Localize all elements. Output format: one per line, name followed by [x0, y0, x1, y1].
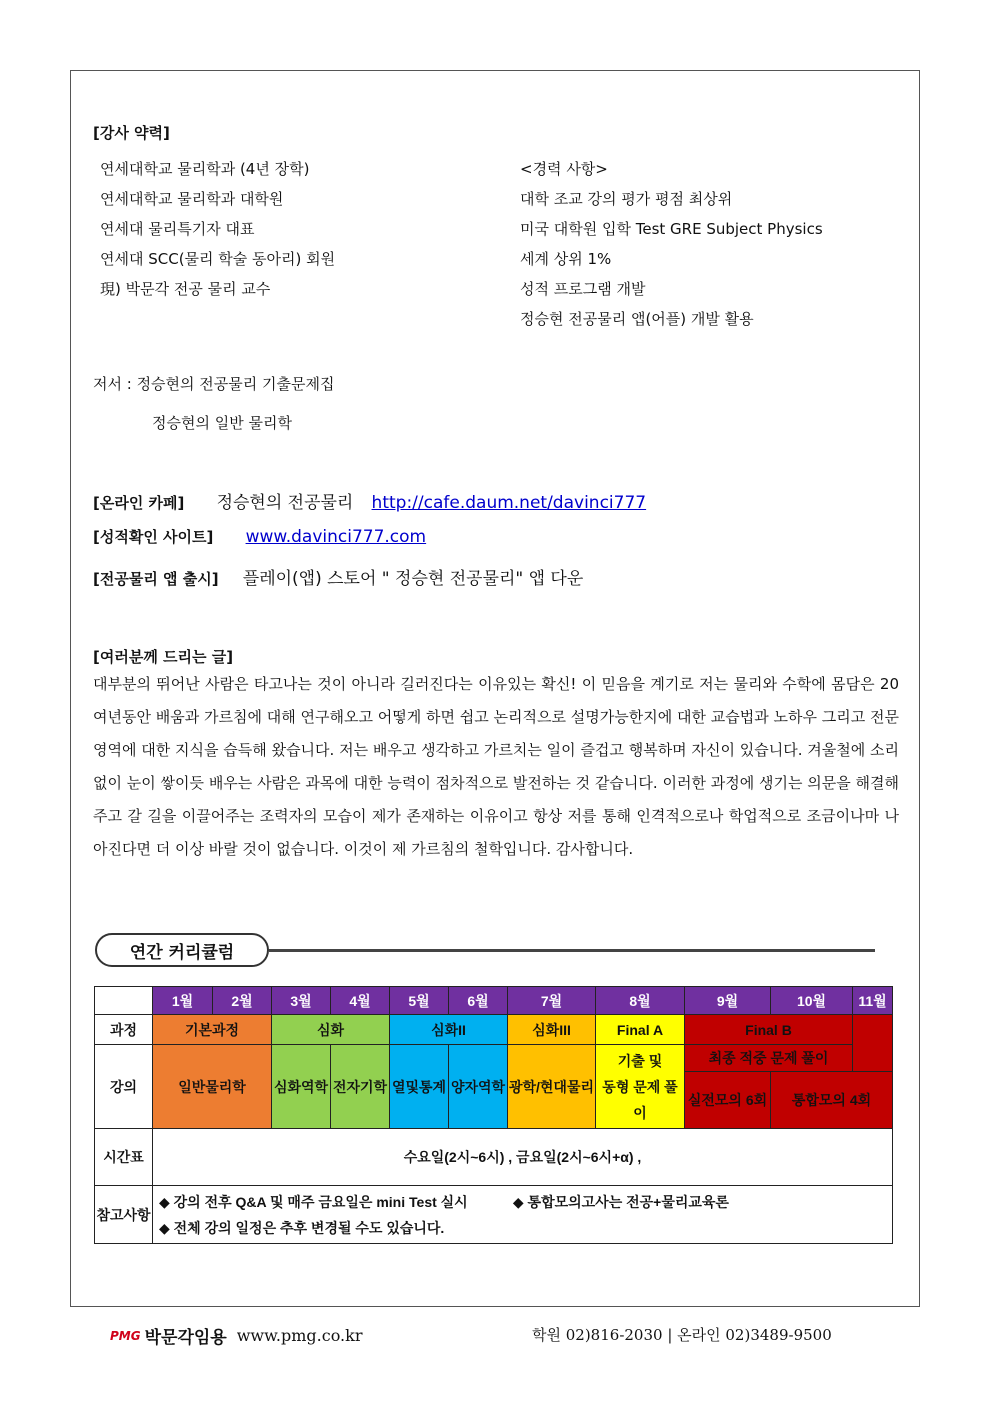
- course-deep: 심화: [272, 1015, 390, 1045]
- corner-cell: [95, 987, 153, 1015]
- course-basic: 기본과정: [153, 1015, 272, 1045]
- lecture-electromagnetism: 전자기학: [331, 1045, 390, 1129]
- month-header: 2월: [213, 987, 272, 1015]
- lecture-thermo-stat: 열및통계: [390, 1045, 449, 1129]
- score-link[interactable]: www.davinci777.com: [245, 527, 427, 547]
- pmg-logo: PMG: [110, 1328, 141, 1343]
- cafe-name: 정승현의 전공물리: [216, 493, 354, 513]
- past-problems-line-2: 동형 문제 풀이: [602, 1078, 678, 1121]
- career-left-item: 연세대 물리특기자 대표: [100, 220, 255, 238]
- footer-brand: [110, 1323, 362, 1348]
- schedule-text: 수요일(2시~6시) , 금요일(2시~6시+α) ,: [153, 1129, 893, 1186]
- brand-name: 박문각임용: [144, 1328, 227, 1348]
- note-mock-exam: ◆ 통합모의고사는 전공+물리교육론: [512, 1193, 729, 1210]
- career-left-item: 연세대학교 물리학과 대학원: [100, 190, 284, 208]
- course-final-b: Final B: [685, 1015, 853, 1045]
- footer-site[interactable]: www.pmg.co.kr: [236, 1326, 363, 1345]
- career-right-item: 미국 대학원 입학 Test GRE Subject Physics: [520, 220, 823, 238]
- footer-contact: 학원 02)816-2030 | 온라인 02)3489-9500: [532, 1326, 832, 1344]
- lecture-mock-4: 통합모의 4회: [771, 1072, 893, 1129]
- month-header: 6월: [449, 987, 508, 1015]
- month-header: 8월: [596, 987, 685, 1015]
- cafe-link[interactable]: http://cafe.daum.net/davinci777: [371, 493, 647, 513]
- month-header: 10월: [771, 987, 853, 1015]
- career-right-item: 대학 조교 강의 평가 평점 최상위: [520, 190, 733, 208]
- month-header: 11월: [853, 987, 893, 1015]
- note-schedule-change: ◆ 전체 강의 일정은 추후 변경될 수도 있습니다.: [159, 1219, 445, 1236]
- curriculum-title: 연간 커리큘럼: [95, 933, 269, 967]
- notes-line-1: [159, 1189, 892, 1215]
- month-header: 7월: [508, 987, 596, 1015]
- career-right-item: <경력 사항>: [520, 160, 608, 178]
- course-deep3: 심화III: [508, 1015, 596, 1045]
- row-label-schedule: 시간표: [95, 1129, 153, 1186]
- lecture-mechanics: 심화역학: [272, 1045, 331, 1129]
- app-label: [전공물리 앱 출시]: [93, 570, 219, 588]
- month-header: 9월: [685, 987, 771, 1015]
- month-header: 5월: [390, 987, 449, 1015]
- title-underline: [269, 949, 875, 952]
- career-right-item: 정승현 전공물리 앱(어플) 개발 활용: [520, 310, 754, 328]
- month-header: 1월: [153, 987, 213, 1015]
- row-label-lecture: 강의: [95, 1045, 153, 1129]
- notes-cell: [153, 1186, 893, 1244]
- course-deep2: 심화II: [390, 1015, 508, 1045]
- career-left-item: 연세대학교 물리학과 (4년 장학): [100, 160, 310, 178]
- lecture-past-problems: [596, 1045, 685, 1129]
- score-label: [성적확인 사이트]: [93, 528, 214, 546]
- row-label-notes: 참고사항: [95, 1186, 153, 1244]
- lecture-general-physics: 일반물리학: [153, 1045, 272, 1129]
- course-final-a: Final A: [596, 1015, 685, 1045]
- score-row: [93, 526, 426, 547]
- lecture-mock-6: 실전모의 6회: [685, 1072, 771, 1129]
- course-final-b-extension: [853, 1015, 893, 1072]
- cafe-label: [온라인 카페]: [93, 494, 185, 512]
- cafe-row: [93, 488, 646, 513]
- app-row: [93, 564, 583, 589]
- career-right-item: 성적 프로그램 개발: [520, 280, 646, 298]
- past-problems-line-1: 기출 및: [617, 1052, 663, 1069]
- month-header: 4월: [331, 987, 390, 1015]
- app-text: 플레이(앱) 스토어 " 정승현 전공물리" 앱 다운: [242, 569, 584, 589]
- lecture-quantum: 양자역학: [449, 1045, 508, 1129]
- row-label-course: 과정: [95, 1015, 153, 1045]
- message-body: 대부분의 뛰어난 사람은 타고나는 것이 아니라 길러진다는 이유있는 확신! 이 믿음을 계기로 저는 물리와 수학에 몸담은 20여년동안 배움과 가르침에 대해 연구해오고 어떻게 하면 쉽고 논리적으로 설명가능한지에 대한 교습법과 노하우 그리고 전문 영역에 대한 지식을 습득해 왔습니다. 저는 배우고 생각하고 가르치는 일이 즐겁고 행복하며 자신이 있습니다. 겨울철에 소리 없이 눈이 쌓이듯 배우는 사람은 과목에 대한 능력이 점차적으로 발전하는 것 같습니다. 이러한 과정에 생기는 의문을 해결해주고 갈 길을 이끌어주는 조력자의 모습이 제가 존재하는 이유이고 항상 저를 통해 인격적으로나 학업적으로 조금이나마 나아진다면 더 이상 바랄 것이 없습니다. 이것이 제 가르침의 철학입니다. 감사합니다.: [93, 675, 899, 858]
- career-left-item: 現) 박문각 전공 물리 교수: [100, 280, 271, 298]
- career-right-item: 세계 상위 1%: [520, 250, 612, 268]
- month-header: 3월: [272, 987, 331, 1015]
- message-heading: [여러분께 드리는 글]: [93, 648, 234, 666]
- lecture-optics-modern: 광학/현대물리: [508, 1045, 596, 1129]
- curriculum-table: [94, 986, 893, 1244]
- books-line: 저서 : 정승현의 전공물리 기출문제집: [93, 375, 335, 393]
- lecture-final-focus: 최종 적중 문제 풀이: [685, 1045, 853, 1072]
- books-line-2: 정승현의 일반 물리학: [152, 414, 292, 432]
- instructor-heading: [강사 약력]: [93, 124, 170, 142]
- note-qa: ◆ 강의 전후 Q&A 및 매주 금요일은 mini Test 실시: [159, 1193, 468, 1210]
- career-left-item: 연세대 SCC(물리 학술 동아리) 회원: [100, 250, 336, 268]
